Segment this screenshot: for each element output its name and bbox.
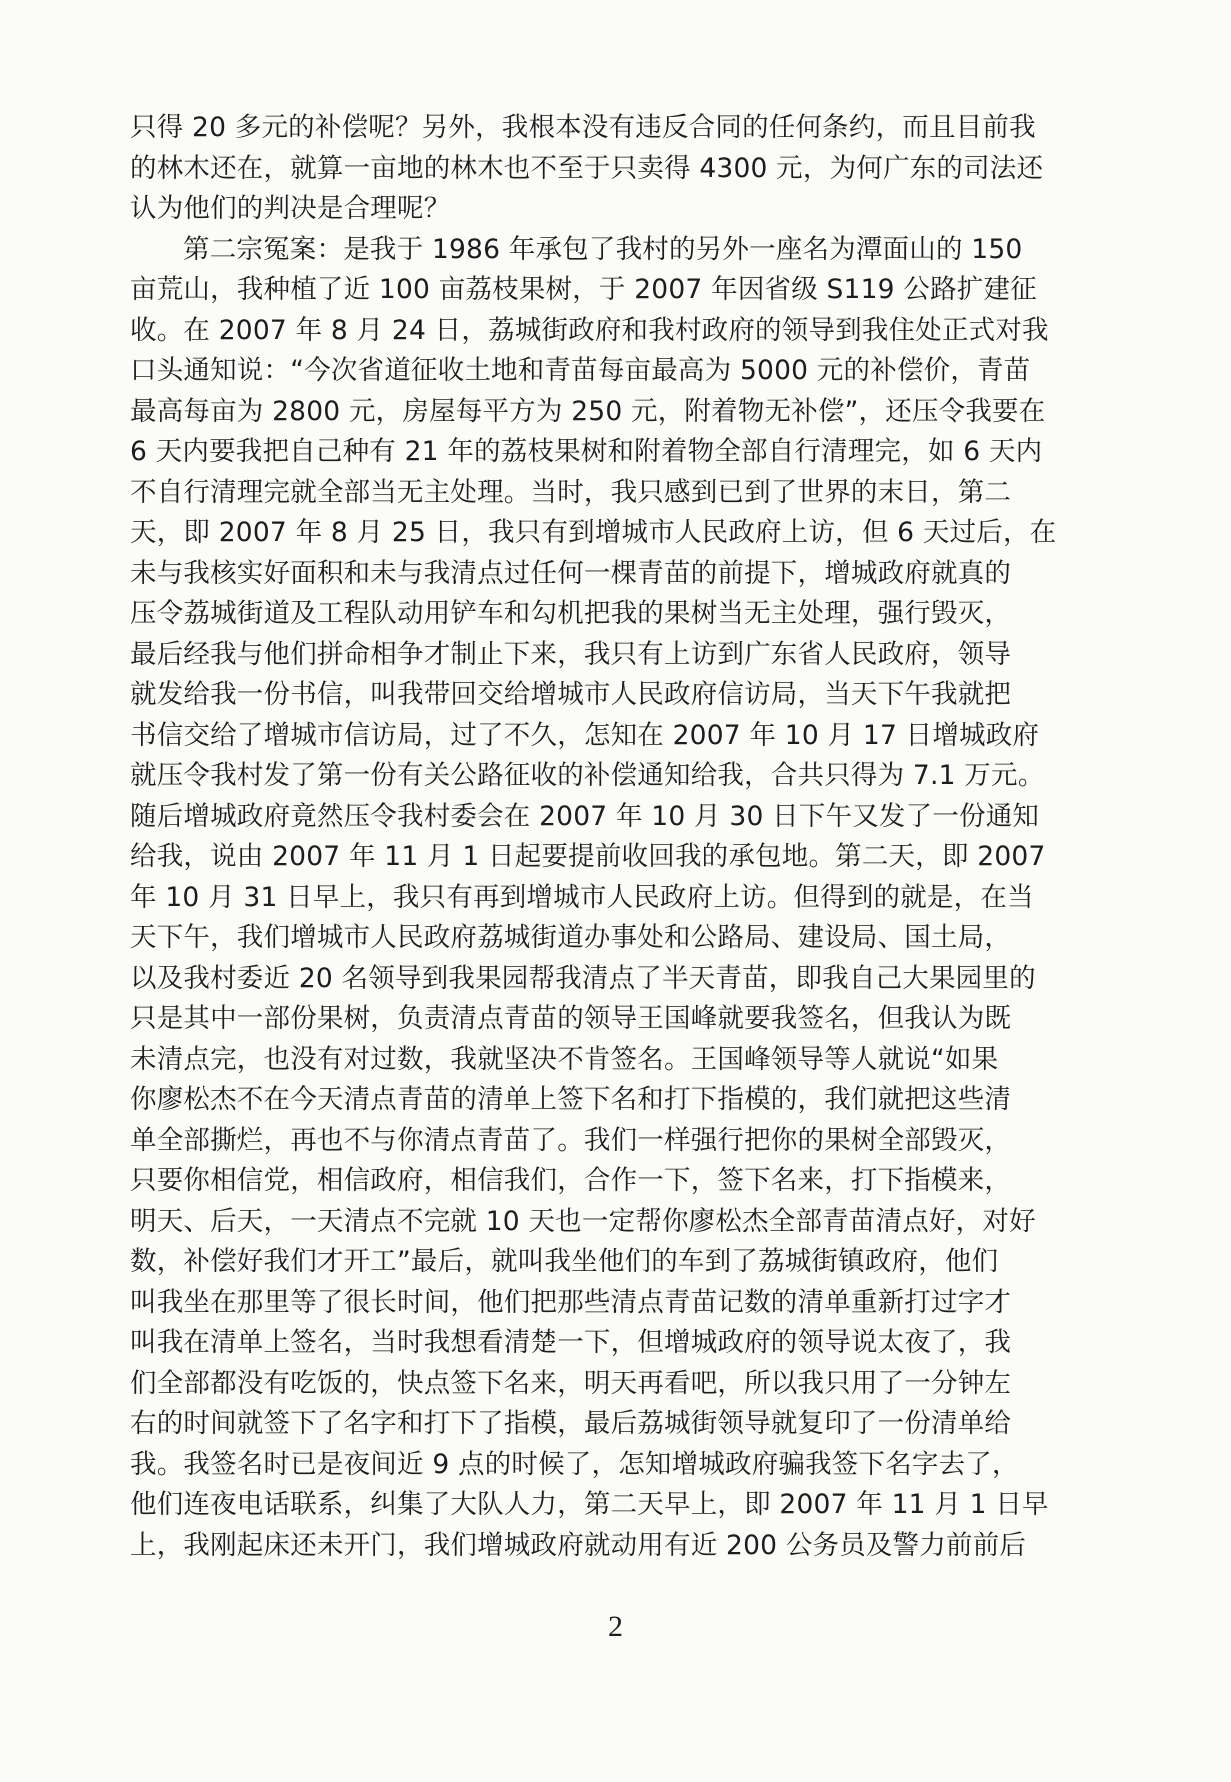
text-line: 他们连夜电话联系，纠集了大队人力，第二天早上，即 2007 年 11 月 1 日早	[130, 1489, 1049, 1520]
text-line: 叫我坐在那里等了很长时间，他们把那些清点青苗记数的清单重新打过字才	[130, 1286, 1012, 1318]
text-line: 最高每亩为 2800 元，房屋每平方为 250 元，附着物无补偿”，还压令我要在	[130, 395, 1046, 427]
text-line: 年 10 月 31 日早上，我只有再到增城市人民政府上访。但得到的就是，在当	[130, 881, 1034, 913]
text-line: 未清点完，也没有对过数，我就坚决不肯签名。王国峰领导等人就说“如果	[130, 1043, 999, 1075]
page-number: 2	[608, 1610, 623, 1643]
text-line: 亩荒山，我种植了近 100 亩荔枝果树，于 2007 年因省级 S119 公路扩建征	[130, 274, 1037, 305]
text-line: 上，我刚起床还未开门，我们增城政府就动用有近 200 公务员及警力前前后	[130, 1529, 1027, 1561]
text-line: 以及我村委近 20 名领导到我果园帮我清点了半天青苗，即我自己大果园里的	[130, 962, 1036, 994]
text-line: 口头通知说：“今次省道征收土地和青苗每亩最高为 5000 元的补偿价，青苗	[130, 355, 1031, 386]
paragraph-start-line: 第二宗冤案：是我于 1986 年承包了我村的另外一座名为潭面山的 150	[183, 233, 1023, 265]
text-line: 6 天内要我把自己种有 21 年的荔枝果树和附着物全部自行清理完，如 6 天内	[130, 436, 1043, 467]
text-line: 们全部都没有吃饭的，快点签下名来，明天再看吧，所以我只用了一分钟左	[130, 1367, 1012, 1399]
text-line: 叫我在清单上签名，当时我想看清楚一下，但增城政府的领导说太夜了，我	[130, 1327, 1012, 1358]
text-line: 收。在 2007 年 8 月 24 日，荔城街政府和我村政府的领导到我住处正式对我	[130, 314, 1049, 346]
text-line: 天下午，我们增城市人民政府荔城街道办事处和公路局、建设局、国土局，	[130, 922, 1012, 953]
text-line: 随后增城政府竟然压令我村委会在 2007 年 10 月 30 日下午又发了一份通知	[130, 800, 1040, 832]
text-line: 的林木还在，就算一亩地的林木也不至于只卖得 4300 元，为何广东的司法还	[130, 152, 1044, 184]
text-line: 右的时间就签下了名字和打下了指模，最后荔城街领导就复印了一份清单给	[130, 1408, 1012, 1439]
text-line: 未与我核实好面积和未与我清点过任何一棵青苗的前提下，增城政府就真的	[130, 557, 1012, 589]
text-line: 天，即 2007 年 8 月 25 日，我只有到增城市人民政府上访，但 6 天过后，在	[130, 517, 1057, 548]
text-line: 我。我签名时已是夜间近 9 点的时候了，怎知增城政府骗我签下名字去了，	[130, 1448, 1019, 1480]
text-line: 数，补偿好我们才开工”最后，就叫我坐他们的车到了荔城街镇政府，他们	[130, 1246, 999, 1277]
text-line: 就发给我一份书信，叫我带回交给增城市人民政府信访局，当天下午我就把	[130, 679, 1012, 710]
text-line: 最后经我与他们拼命相争才制止下来，我只有上访到广东省人民政府，领导	[130, 638, 1012, 670]
text-line: 就压令我村发了第一份有关公路征收的补偿通知给我，合共只得为 7.1 万元。	[130, 760, 1045, 791]
text-line: 只得 20 多元的补偿呢？另外，我根本没有违反合同的任何条约，而且目前我	[130, 112, 1036, 143]
text-line: 只是其中一部份果树，负责清点青苗的领导王国峰就要我签名，但我认为既	[130, 1003, 1012, 1034]
text-line: 认为他们的判决是合理呢？	[130, 193, 451, 224]
text-line: 单全部撕烂，再也不与你清点青苗了。我们一样强行把你的果树全部毁灭，	[130, 1124, 1012, 1156]
text-line: 压令荔城街道及工程队动用铲车和勾机把我的果树当无主处理，强行毁灭，	[130, 598, 1012, 629]
text-line: 书信交给了增城市信访局，过了不久，怎知在 2007 年 10 月 17 日增城政府	[130, 719, 1040, 751]
text-line: 只要你相信党，相信政府，相信我们，合作一下，签下名来，打下指模来，	[130, 1165, 1012, 1196]
text-line: 不自行清理完就全部当无主处理。当时，我只感到已到了世界的末日，第二	[130, 476, 1012, 508]
text-line: 明天、后天，一天清点不完就 10 天也一定帮你廖松杰全部青苗清点好，对好	[130, 1205, 1036, 1237]
text-line: 你廖松杰不在今天清点青苗的清单上签下名和打下指模的，我们就把这些清	[130, 1084, 1012, 1115]
text-line: 给我，说由 2007 年 11 月 1 日起要提前收回我的承包地。第二天，即 2007	[130, 841, 1046, 872]
